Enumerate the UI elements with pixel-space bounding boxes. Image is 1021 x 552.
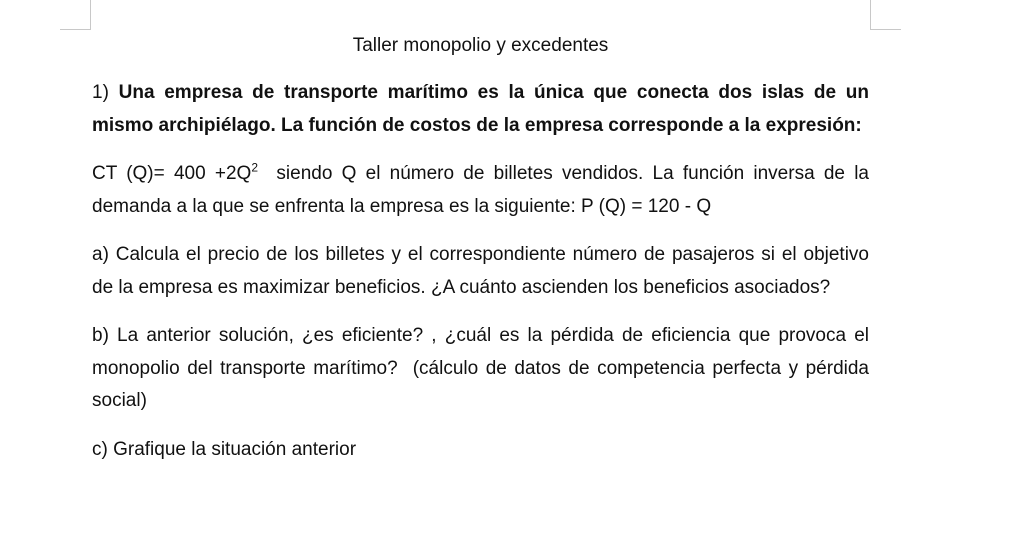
crop-mark-top-left [60,0,91,30]
part-a: a) Calcula el precio de los billetes y el correspondiente número de pasajeros si el objetivo de la empresa es maximizar beneficios. ¿A cuánto ascienden los beneficios asociados? [92,244,869,298]
question-1-number: 1) [92,82,119,103]
cost-function: CT (Q)= 400 +2Q [92,163,252,184]
document-page [92,30,875,466]
question-1-statement: Una empresa de transporte marítimo es la única que conecta dos islas de un mismo archipiélago. La función de costos de la empresa corresponde a la expresión: [92,82,869,136]
demand-function-text: siendo Q el número de billetes vendidos. La función inversa de la demanda a la que se enfrenta la empresa es la siguiente: P (Q) = 120 - Q [92,163,875,217]
document-title: Taller monopolio y excedentes [352,35,609,56]
crop-mark-top-right [870,0,901,30]
question-1 [92,77,869,142]
cost-and-demand-functions [92,158,875,223]
cost-function-exponent: 2 [251,160,258,175]
part-b: b) La anterior solución, ¿es eficiente? , ¿cuál es la pérdida de eficiencia que provoca el monopolio del transporte marítimo? (cálculo de datos de competencia perfecta y pérdida social) [92,325,875,411]
part-c: c) Grafique la situación anterior [92,438,357,460]
